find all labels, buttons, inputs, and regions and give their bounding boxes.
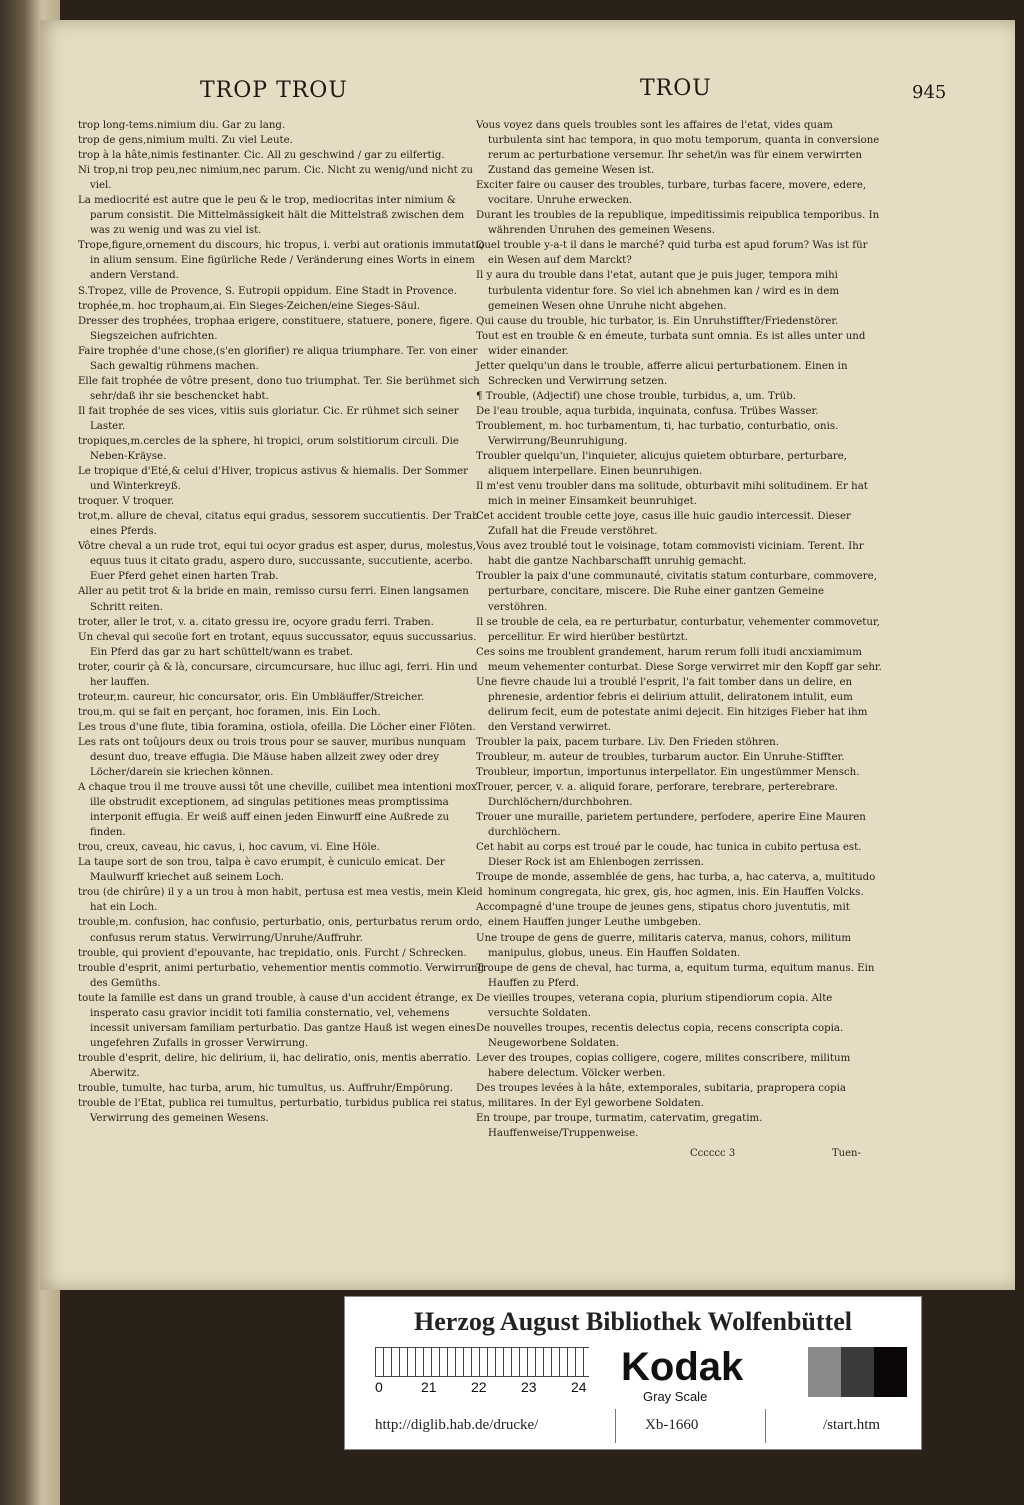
dictionary-entry: Il se trouble de cela, ea re perturbatur, conturbatur, vehementer commovetur, percellitur. Er wird hierüber bestürtzt. (476, 616, 880, 643)
dictionary-entry: Ni trop,ni trop peu,nec nimium,nec parum. Cic. Nicht zu wenig/und nicht zu viel. (78, 165, 473, 192)
gray-swatches (775, 1347, 907, 1397)
dictionary-entry: La taupe sort de son trou, talpa è cavo erumpit, è cuniculo emicat. Der Maulwurff kriechet auß seinem Loch. (78, 857, 445, 884)
dictionary-entry: Il y aura du trouble dans l'etat, autant que je puis juger, tempora mihi turbulenta videntur fore. So viel ich abnehmen kan / wird es in dem gemeinen Wesen ohne Unruhe nicht abgehen. (476, 270, 840, 312)
dictionary-entry: Lever des troupes, copias colligere, cogere, milites conscribere, militum habere delectum. Völcker werben. (476, 1052, 851, 1079)
dictionary-entry: Il m'est venu troubler dans ma solitude, obturbavit mihi solitudinem. Er hat mich in meiner Einsamkeit beunruhiget. (476, 481, 868, 508)
library-url: http://diglib.hab.de/drucke/ (375, 1417, 539, 1433)
dictionary-entry: trouble, qui provient d'epouvante, hac trepidatio, onis. Furcht / Schrecken. (78, 947, 467, 959)
dictionary-entry: De l'eau trouble, aqua turbida, inquinata, confusa. Trübes Wasser. (476, 405, 819, 417)
dictionary-entry: Troupe de gens de cheval, hac turma, a, equitum turma, equitum manus. Ein Hauffen zu Pferd. (476, 962, 875, 989)
library-title: Herzog August Bibliothek Wolfenbüttel (414, 1307, 852, 1336)
dictionary-entry: Le tropique d'Eté,& celui d'Hiver, tropicus astivus & hiemalis. Der Sommer und Winterkreyß. (78, 466, 469, 493)
dictionary-entry: ¶ Trouble, (Adjectif) une chose trouble, turbidus, a, um. Trüb. (476, 390, 797, 402)
dictionary-entry: trou (de chirûre) il y a un trou à mon habit, pertusa est mea vestis, mein Kleid hat ein Loch. (78, 887, 483, 914)
running-head-right: TROU (640, 76, 712, 101)
swatch (775, 1347, 808, 1397)
dictionary-entry: Trouer une muraille, parietem pertundere, perfodere, aperire Eine Mauren durchlöchern. (476, 812, 866, 839)
dictionary-entry: Troubler quelqu'un, l'inquieter, alicujus quietem obturbare, perturbare, aliquem interpellare. Einen beunruhigen. (476, 451, 847, 478)
ruler-label: 0 (375, 1379, 383, 1395)
dictionary-entry: Il fait trophée de ses vices, vitiis suis gloriatur. Cic. Er rühmet sich seiner Laster. (78, 405, 459, 432)
dictionary-entry: toute la famille est dans un grand trouble, à cause d'un accident étrange, ex insperato casu gravior incidit toti familia consternatio, vel, vehemens incessit universam familiam perturbatio. Das gantze Hauß ist wegen eines ungefehren Zufalls in grosser Verwirrung. (78, 992, 476, 1049)
dictionary-entry: troter, courir çà & là, concursare, circumcursare, huc illuc agi, ferri. Hin und her lauffen. (78, 661, 478, 688)
dictionary-entry: Qui cause du trouble, hic turbator, is. Ein Unruhstiffter/Friedenstörer. (476, 315, 839, 327)
dictionary-entry: Troubleur, importun, importunus interpellator. Ein ungestümmer Mensch. (476, 767, 860, 779)
dictionary-entry: Exciter faire ou causer des troubles, turbare, turbas facere, movere, edere, vocitare. Unruhe erwecken. (476, 180, 867, 207)
dictionary-entry: Une fievre chaude lui a troublé l'esprit, l'a fait tomber dans un delire, en phrenesie, ardentior febris ei delirium attulit, deliratonem intulit, eum delirum fecit, eum de potestate animi dejecit. Ein hitziges Fieber hat ihm den Verstand verwirret. (476, 676, 868, 733)
dictionary-entry: Les trous d'une flute, tibia foramina, ostiola, ofeilla. Die Löcher einer Flöten. (78, 721, 476, 733)
library-color-bar (344, 1296, 922, 1450)
dictionary-entry: Elle fait trophée de vôtre present, dono tuo triumphat. Ter. Sie berühmet sich sehr/daß ihr sie beschencket habt. (78, 375, 480, 402)
dictionary-entry: Cet accident trouble cette joye, casus ille huic gaudio intercessit. Dieser Zufall hat die Freude verstöhret. (476, 511, 851, 538)
dictionary-entry: Troubleur, m. auteur de troubles, turbarum auctor. Ein Unruhe-Stiffter. (476, 751, 845, 763)
running-head-left: TROP TROU (200, 78, 348, 103)
dictionary-entry: La mediocrité est autre que le peu & le trop, mediocritas inter nimium & parum consistit. Die Mittelmässigkeit hält die Mittelstraß zwischen dem was zu wenig und was zu viel ist. (78, 195, 465, 237)
dictionary-entry: S.Tropez, ville de Provence, S. Eutropii oppidum. Eine Stadt in Provence. (78, 285, 457, 297)
swatch (841, 1347, 874, 1397)
dictionary-entry: Vous voyez dans quels troubles sont les affaires de l'etat, vides quam turbulenta sint hac tempora, in quo motu temporum, quanta in conversione rerum ac perturbatione versemur. Ihr sehet/in was für einem verwirrten Zustand das gemeine Wesen ist. (476, 120, 880, 177)
swatch (874, 1347, 907, 1397)
dictionary-entry: trouble d'esprit, animi perturbatio, vehementior mentis commotio. Verwirrung des Gemüths. (78, 962, 485, 989)
right-column (476, 118, 884, 1141)
dictionary-entry: troteur,m. caureur, hic concursator, oris. Ein Umbläuffer/Streicher. (78, 691, 425, 703)
dictionary-entry: trot,m. allure de cheval, citatus equi gradus, sessorem succutientis. Der Trab eines Pferds. (78, 511, 479, 538)
dictionary-entry: Jetter quelqu'un dans le trouble, afferre alicui perturbationem. Einen in Schrecken und Verwirrung setzen. (476, 360, 848, 387)
dictionary-entry: Vôtre cheval a un rude trot, equi tui ocyor gradus est asper, durus, molestus, equus tuus it citato gradu, aspero duro, succussante, succutiente, acerbo. Euer Pferd gehet einen harten Trab. (78, 541, 476, 583)
dictionary-entry: Trouer, percer, v. a. aliquid forare, perforare, terebrare, perterebrare. Durchlöchern/durchbohren. (476, 782, 839, 809)
dictionary-entry: Vous avez troublé tout le voisinage, totam commovisti viciniam. Terent. Ihr habt die gantze Nachbarschafft unruhig gemacht. (476, 541, 864, 568)
dictionary-entry: Troubler la paix d'une communauté, civitatis statum conturbare, commovere, perturbare, concitare, miscere. Die Ruhe einer gantzen Gemeine verstöhren. (476, 571, 877, 613)
dictionary-entry: tropiques,m.cercles de la sphere, hi tropici, orum solstitiorum circuli. Die Neben-Kräyse. (78, 435, 459, 463)
library-footer (345, 1411, 921, 1441)
dictionary-entry: Les rats ont toûjours deux ou trois trous pour se sauver, muribus nunquam desunt duo, treave effugia. Die Mäuse haben allzeit zwey oder drey Löcher/darein sie kriechen können. (78, 736, 466, 779)
dictionary-entry: Faire trophée d'une chose,(s'en glorifier) re aliqua triumphare. Ter. von einer Sach gewaltig rühmens machen. (78, 345, 478, 372)
ruler-label: 23 (521, 1379, 537, 1395)
dictionary-entry: trouble, tumulte, hac turba, arum, hic tumultus, us. Auffruhr/Empörung. (78, 1083, 453, 1094)
dictionary-entry: A chaque trou il me trouve aussi tôt une cheville, cuilibet mea intentioni mox ille obstrudit exceptionem, ad singulas petitiones meas promptissima interponit effugia. Er weiß auff einen jeden Einwurff eine Außrede zu finden. (78, 782, 477, 839)
dictionary-entry: trou,m. qui se fait en perçant, hoc foramen, inis. Ein Loch. (78, 706, 381, 718)
dictionary-entry: Ces soins me troublent grandement, harum rerum folli itudi ancxiamimum meum vehementer conturbat. Diese Sorge verwirret mir den Kopff gar sehr. (476, 646, 882, 673)
ruler-label: 24 (571, 1379, 587, 1395)
dictionary-entry: Troubler la paix, pacem turbare. Liv. Den Frieden stöhren. (476, 736, 779, 748)
dictionary-entry: trop à la hâte,nimis festinanter. Cic. All zu geschwind / gar zu eilfertig. (78, 150, 445, 162)
dictionary-entry: Des troupes levées à la hâte, extemporales, subitaria, prapropera copia militares. In der Eyl geworbene Soldaten. (476, 1083, 846, 1110)
dictionary-entry: troter, aller le trot, v. a. citato gressu ire, ocyore gradu ferri. Traben. (78, 616, 434, 628)
dictionary-entry: Quel trouble y-a-t il dans le marché? quid turba est apud forum? Was ist für ein Wesen auf dem Marckt? (476, 240, 868, 267)
dictionary-entry: Une troupe de gens de guerre, militaris caterva, manus, cohors, militum manipulus, globus, uneus. Ein Hauffen Soldaten. (476, 932, 852, 959)
dictionary-entry: Trope,figure,ornement du discours, hic tropus, i. verbi aut orationis immutatio in alium sensum. Eine figürliche Rede / Veränderung eines Worts in einem andern Verstand. (78, 240, 485, 282)
signature-mark: Cccccc 3 (690, 1148, 736, 1159)
ruler-label: 21 (421, 1379, 437, 1395)
start-link: /start.htm (823, 1417, 881, 1433)
dictionary-entry: Cet habit au corps est troué par le coude, hac tunica in cubito pertusa est. Dieser Rock ist am Ehlenbogen zerrissen. (476, 842, 862, 869)
dictionary-entry: Durant les troubles de la republique, impeditissimis reipublica temporibus. In währenden Unruhen des gemeinen Wesens. (476, 210, 880, 237)
dictionary-entry: trop long-tems.nimium diu. Gar zu lang. (78, 120, 286, 131)
dictionary-entry: trou, creux, caveau, hic cavus, i, hoc cavum, vi. Eine Höle. (78, 842, 380, 854)
ruler-labels (375, 1379, 595, 1395)
dictionary-entry: Tout est en trouble & en émeute, turbata sunt omnia. Es ist alles unter und wider einander. (476, 330, 866, 357)
dictionary-entry: Troupe de monde, assemblée de gens, hac turba, a, hac caterva, a, multitudo hominum congregata, hic grex, gis, hoc agmen, inis. Ein Hauffen Volcks. (476, 872, 876, 899)
dictionary-entry: trouble,m. confusion, hac confusio, perturbatio, onis, perturbatus rerum ordo, confusus rerum status. Verwirrung/Unruhe/Auffruhr. (78, 917, 483, 944)
scale-ruler (375, 1347, 589, 1377)
dictionary-entry: troquer. V troquer. (78, 496, 175, 508)
left-column (78, 118, 486, 1126)
swatch (808, 1347, 841, 1397)
dictionary-entry: Accompagné d'une troupe de jeunes gens, stipatus choro juventutis, mit einem Hauffen junger Leuthe umbgeben. (476, 902, 850, 929)
shelfmark: Xb-1660 (645, 1417, 699, 1433)
catchword: Tuen- (832, 1148, 861, 1159)
kodak-logo: Kodak (621, 1345, 744, 1389)
dictionary-entry: trouble d'esprit, delire, hic delirium, ii, hac deliratio, onis, mentis aberratio. Aberwitz. (78, 1052, 471, 1079)
dictionary-entry: De vieilles troupes, veterana copia, plurium stipendiorum copia. Alte versuchte Soldaten. (476, 992, 833, 1019)
page-number: 945 (912, 82, 947, 103)
ruler-label: 22 (471, 1379, 487, 1395)
dictionary-entry: En troupe, par troupe, turmatim, catervatim, gregatim. Hauffenweise/Truppenweise. (476, 1113, 763, 1140)
dictionary-entry: trop de gens,nimium multi. Zu viel Leute. (78, 135, 293, 147)
dictionary-entry: trophée,m. hoc trophaum,ai. Ein Sieges-Zeichen/eine Sieges-Säul. (78, 300, 421, 312)
dictionary-entry: De nouvelles troupes, recentis delectus copia, recens conscripta copia. Neugeworbene Soldaten. (476, 1022, 844, 1049)
gray-scale-label: Gray Scale (643, 1389, 708, 1404)
dictionary-entry: Un cheval qui secoüe fort en trotant, equus succussator, equus succussarius. Ein Pferd das gar zu hart schüttelt/wann es trabet. (78, 631, 477, 658)
dictionary-entry: Dresser des trophées, trophaa erigere, constituere, statuere, ponere, figere. Siegszeichen aufrichten. (78, 315, 473, 342)
dictionary-entry: trouble de l'Etat, publica rei tumultus, perturbatio, turbidus publica rei status, Verwirrung des gemeinen Wesens. (78, 1098, 486, 1125)
dictionary-entry: Aller au petit trot & la bride en main, remisso cursu ferri. Einen langsamen Schritt reiten. (78, 586, 469, 613)
dictionary-entry: Troublement, m. hoc turbamentum, ti, hac turbatio, conturbatio, onis. Verwirrung/Beunruhigung. (476, 420, 839, 447)
